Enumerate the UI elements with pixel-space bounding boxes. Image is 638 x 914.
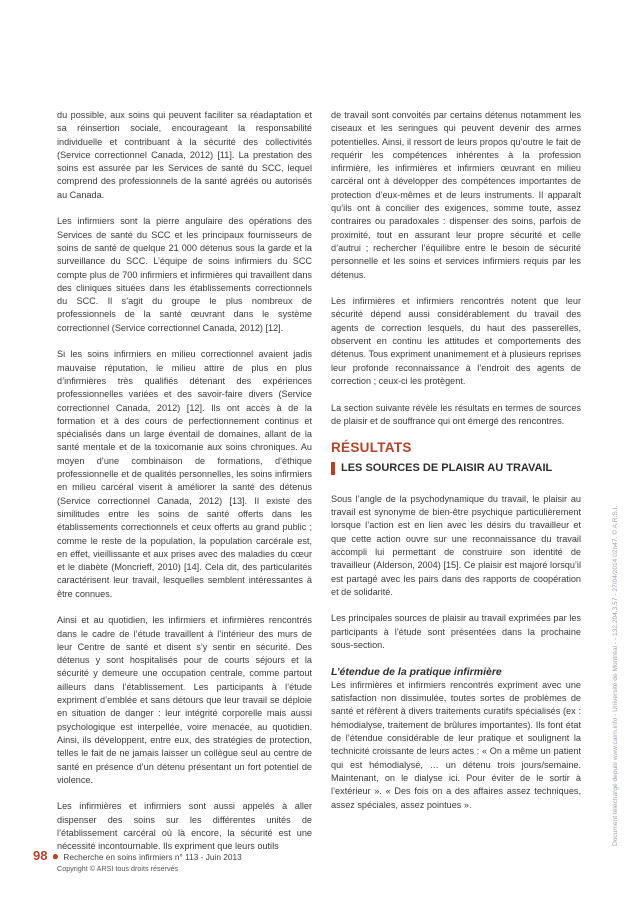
paragraph: Les infirmiers sont la pierre angulaire des opérations des Services de santé du SCC et les principaux fournisseurs de soins de santé de quelque 21 000 détenus sous la garde et la surveillance du SCC. L’équipe de soins infirmiers du SCC compte plus de 700 infirmiers et infirmières qui travaillent dans des cliniques situées dans les établissements correctionnels du SCC. Il s’agit du groupe le plus nombreux de professionnels de la santé œuvrant dans le système correctionnel (Service correctionnel Canada, 2012) [12]. — [57, 216, 312, 333]
paragraph: Les infirmières et infirmiers rencontrés notent que leur sécurité dépend aussi considérablement du travail des agents de correction lesquels, du haut des passerelles, observent en continu les attitudes et comportements des détenus. Tous expriment unanimement et à plusieurs reprises leur profonde reconnaissance à l’endroit des agents de correction ; ceux-ci les protègent. — [331, 296, 581, 386]
paragraph: Ainsi et au quotidien, les infirmiers et infirmières rencontrés dans le cadre de l’étude travaillent à l’intérieur des murs de leur Centre de santé et disent s’y sentir en sécurité. Des détenus y sont hospitalisés pour de courts séjours et la sécurité y demeure une occupation centrale, comme partout ailleurs dans l’établissement. Les participants à l’étude expriment d’emblée et sans détours que leur travail se déploie en situation de danger : leur intégrité corporelle mais aussi psychologique est interpellée, voire menacée, au quotidien. Ainsi, ils développent, entre eux, des stratégies de protection, telles le fait de ne jamais laisser un collègue seul au centre de santé en présence d’un détenu présentant un fort potentiel de violence. — [57, 615, 312, 785]
paragraph: de travail sont convoités par certains détenus notamment les ciseaux et les seringues qui peuvent devenir des armes potentielles. Ainsi, il ressort de leurs propos qu’outre le fait de requérir les compétences inhérentes à la profession infirmière, les infirmières et infirmiers œuvrant en milieu carcéral ont à développer des compétences importantes de protection d’eux-mêmes et de leurs instruments. Il apparaît qu’ils ont à concilier des exigences, somme toute, assez contraires ou paradoxales : dispenser des soins, parfois de proximité, tout en assurant leur propre sécurité et celle d’autrui ; rechercher l’équilibre entre le besoin de sécurité personnelle et les soins et services infirmiers requis par les détenus. — [331, 110, 581, 280]
subsection-title: LES SOURCES DE PLAISIR AU TRAVAIL — [331, 462, 581, 475]
page-footer — [33, 848, 242, 873]
paragraph: Sous l’angle de la psychodynamique du travail, le plaisir au travail est synonyme de bien-être psychique particulièrement lorsque l’action est en lien avec les désirs du travailleur et que cette action ouvre sur une reconnaissance du travail accompli lui permettant de construire son identité de travailleur (Alderson, 2004) [15]. Ce plaisir est majoré lorsqu’il est partagé avec les pairs dans des rapports de coopération et de solidarité. — [331, 493, 581, 597]
journal-reference: Recherche en soins infirmiers n° 113 - Juin 2013 — [63, 852, 242, 862]
paragraph: Les infirmières et infirmiers sont aussi appelés à aller dispenser des soins sur les différentes unités de l’établissement carcéral où là encore, la sécurité est une nécessité incontournable. Ils expriment que leurs outils — [57, 801, 312, 852]
sub-heading: L’étendue de la pratique infirmière — [331, 665, 502, 678]
paragraph: Si les soins infirmiers en milieu correctionnel avaient jadis mauvaise réputation, le milieu attire de plus en plus d’infirmières très qualifiés détenant des expériences professionnelles variées et des savoir-faire divers (Service correctionnel Canada, 2012) [12]. Ils ont accès à de la formation et à des cours de perfectionnement continus et spécialisés dans un large éventail de domaines, allant de la santé mentale et de la toxicomanie aux soins chroniques. Au moyen d’une combinaison de formations, d’éthique professionnelle et de qualités personnelles, les soins infirmiers en milieu carcéral visent à améliorer la santé des détenus (Service correctionnel Canada, 2012) [13]. Il existe des similitudes entre les soins de santé offerts dans les établissements correctionnels et ceux offerts au grand public ; comme le reste de la population, la population carcérale est, en effet, vieillissante et aux prises avec des maladies du cœur et le diabète (Moncrieff, 2010) [14]. Cela dit, des particularités caractérisent leur travail, lesquelles semblent intéressantes à être connues. — [57, 349, 312, 599]
paragraph: La section suivante révèle les résultats en termes de sources de plaisir et de souffrance qui ont émergé des rencontres. — [331, 402, 581, 426]
left-column — [57, 109, 312, 867]
bullet-icon: ● — [51, 849, 60, 863]
paragraph: Les principales sources de plaisir au travail exprimées par les participants à l’étude sont présentées dans la prochaine sous-section. — [331, 613, 581, 650]
right-column — [331, 109, 581, 825]
download-watermark: Document téléchargé depuis www.cairn.info - Université de Montréal - - 132.204.3.57 - 27/04/2014 02h47. © A.R.S.I. — [612, 505, 619, 846]
paragraph: Les infirmières et infirmiers rencontrés expriment avec une satisfaction non dissimulée, toutes sortes de problèmes de santé et réfèrent à divers traitements curatifs spécialisés (ex : hémodialyse, traitement de brûlures importantes). Ils font état de l’étendue considérable de leur pratique et soulignent la technicité croissante de leurs actes : « On a même un patient qui est hémodialysé, … un détenu trois jours/semaine. Maintenant, on le dialyse ici. Pour éviter de le sortir à l’extérieur ». « Des fois on a des affaires assez techniques, assez spéciales, assez pointues ». — [331, 679, 581, 810]
copyright-notice: Copyright © ARSI tous droits réservés — [57, 864, 179, 873]
page-number: 98 — [33, 848, 48, 863]
section-title: RÉSULTATS — [331, 440, 412, 456]
paragraph: du possible, aux soins qui peuvent faciliter sa réadaptation et sa réinsertion sociale, encourageant la responsabilité individuelle et contribuant à la sécurité des collectivités (Service correctionnel Canada, 2012) [11]. La prestation des soins est assurée par les Services de santé du SCC, lequel comprend des professionnels de la santé agréés ou autorisés au Canada. — [57, 110, 312, 200]
